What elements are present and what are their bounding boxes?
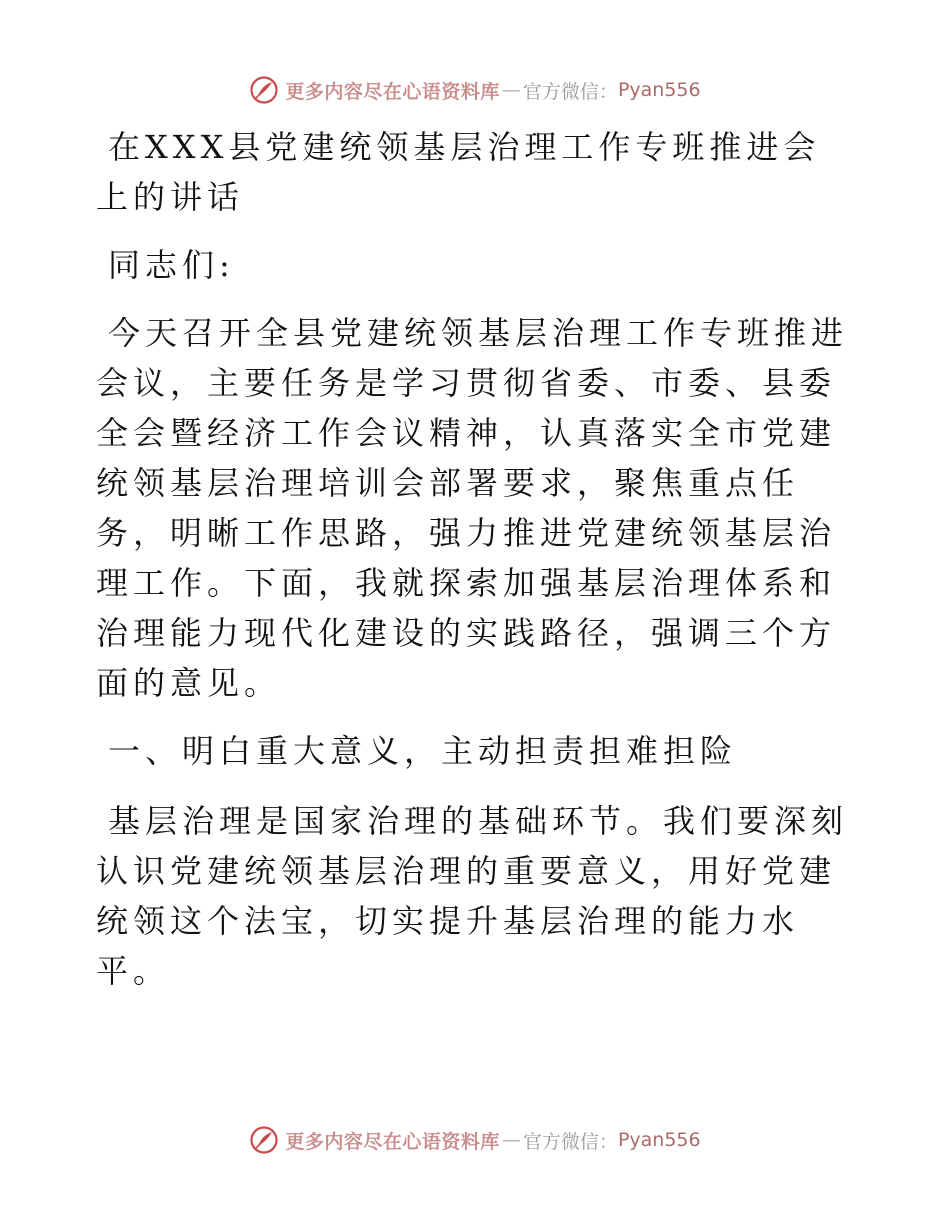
feather-logo-icon (249, 1125, 279, 1155)
document-body (96, 122, 856, 996)
watermark-banner-top (0, 72, 950, 108)
feather-logo-icon (249, 75, 279, 105)
watermark-site-text: 更多内容尽在心语资料库 (285, 80, 500, 103)
document-title: 在XXX县党建统领基层治理工作专班推进会上的讲话 (96, 128, 821, 216)
watermark-wechat-id: Pyan556 (617, 1129, 701, 1151)
watermark-banner-bottom (0, 1122, 950, 1158)
watermark-wechat-label: 官方微信： (522, 1130, 618, 1153)
paragraph-section-1: 基层治理是国家治理的基础环节。我们要深刻认识党建统领基层治理的重要意义，用好党建统领这个法宝，切实提升基层治理的能力水平。 (96, 802, 849, 990)
watermark-wechat-id: Pyan556 (617, 79, 701, 101)
paragraph-intro: 今天召开全县党建统领基层治理工作专班推进会议，主要任务是学习贯彻省委、市委、县委全会暨经济工作会议精神，认真落实全市党建统领基层治理培训会部署要求，聚焦重点任务，明晰工作思路，强力推进党建统领基层治理工作。下面，我就探索加强基层治理体系和治理能力现代化建设的实践路径，强调三个方面的意见。 (96, 314, 849, 702)
watermark-separator: — (501, 1129, 521, 1151)
section-heading-1: 一、明白重大意义，主动担责担难担险 (108, 732, 738, 770)
salutation: 同志们: (108, 246, 235, 284)
watermark-site-text: 更多内容尽在心语资料库 (285, 1130, 500, 1153)
watermark-separator: — (501, 79, 521, 101)
watermark-wechat-label: 官方微信： (522, 80, 618, 103)
